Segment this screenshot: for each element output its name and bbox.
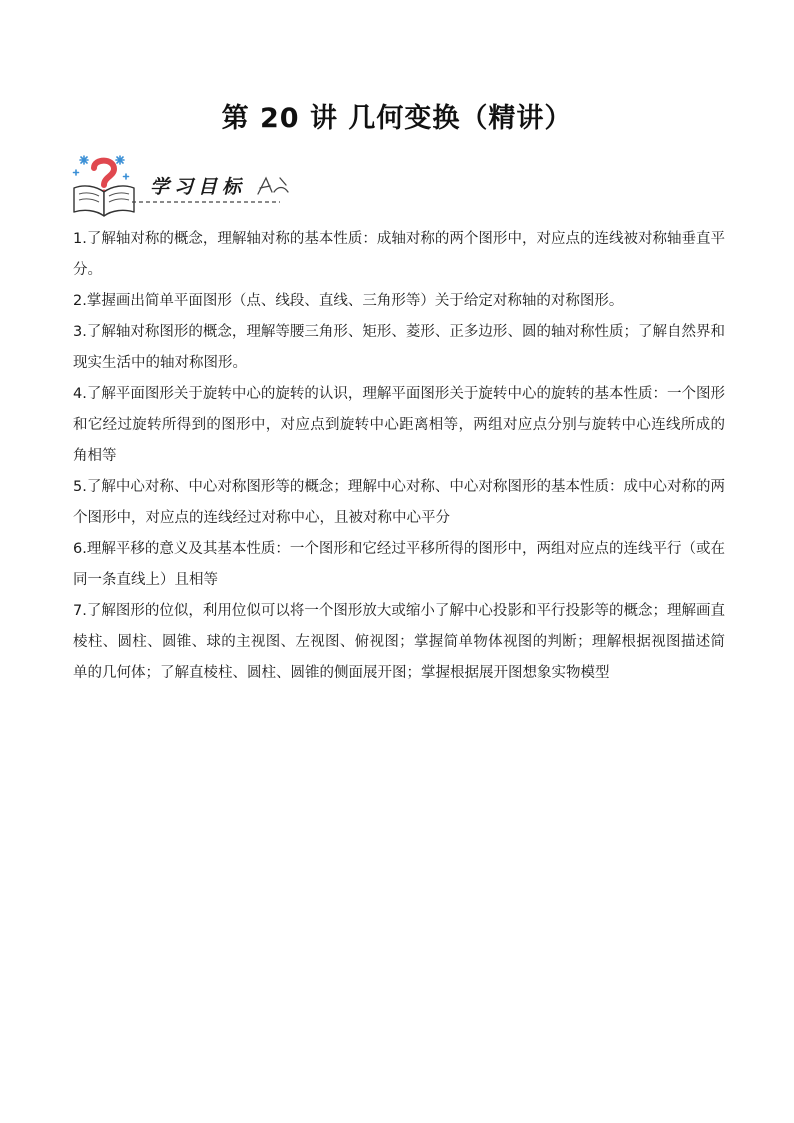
objective-item-1: 1.了解轴对称的概念，理解轴对称的基本性质：成轴对称的两个图形中，对应点的连线被对称轴垂直平分。 <box>73 231 725 278</box>
objective-item-3: 3.了解轴对称图形的概念，理解等腰三角形、矩形、菱形、正多边形、圆的轴对称性质；了解自然界和现实生活中的轴对称图形。 <box>73 324 725 371</box>
objectives-list <box>73 224 725 689</box>
page-title: 第 20 讲 几何变换（精讲） <box>221 103 573 134</box>
objective-item-5: 5.了解中心对称、中心对称图形等的概念；理解中心对称、中心对称图形的基本性质：成中心对称的两个图形中，对应点的连线经过对称中心，且被对称中心平分 <box>73 479 725 526</box>
section-label: 学习目标 <box>150 176 247 198</box>
objective-item-7: 7.了解图形的位似，利用位似可以将一个图形放大或缩小了解中心投影和平行投影等的概念；理解画直棱柱、圆柱、圆锥、球的主视图、左视图、俯视图；掌握简单物体视图的判断；理解根据视图描述简单的几何体；了解直棱柱、圆柱、圆锥的侧面展开图；掌握根据展开图想象实物模型 <box>73 603 725 681</box>
objective-item-6: 6.理解平移的意义及其基本性质：一个图形和它经过平移所得的图形中，两组对应点的连线平行（或在同一条直线上）且相等 <box>73 541 725 588</box>
objective-item-2: 2.掌握画出简单平面图形（点、线段、直线、三角形等）关于给定对称轴的对称图形。 <box>73 293 624 309</box>
learning-objectives-header <box>70 152 310 222</box>
objective-item-4: 4.了解平面图形关于旋转中心的旋转的认识，理解平面图形关于旋转中心的旋转的基本性质：一个图形和它经过旋转所得到的图形中，对应点到旋转中心距离相等，两组对应点分别与旋转中心连线所成的角相等 <box>73 386 725 464</box>
